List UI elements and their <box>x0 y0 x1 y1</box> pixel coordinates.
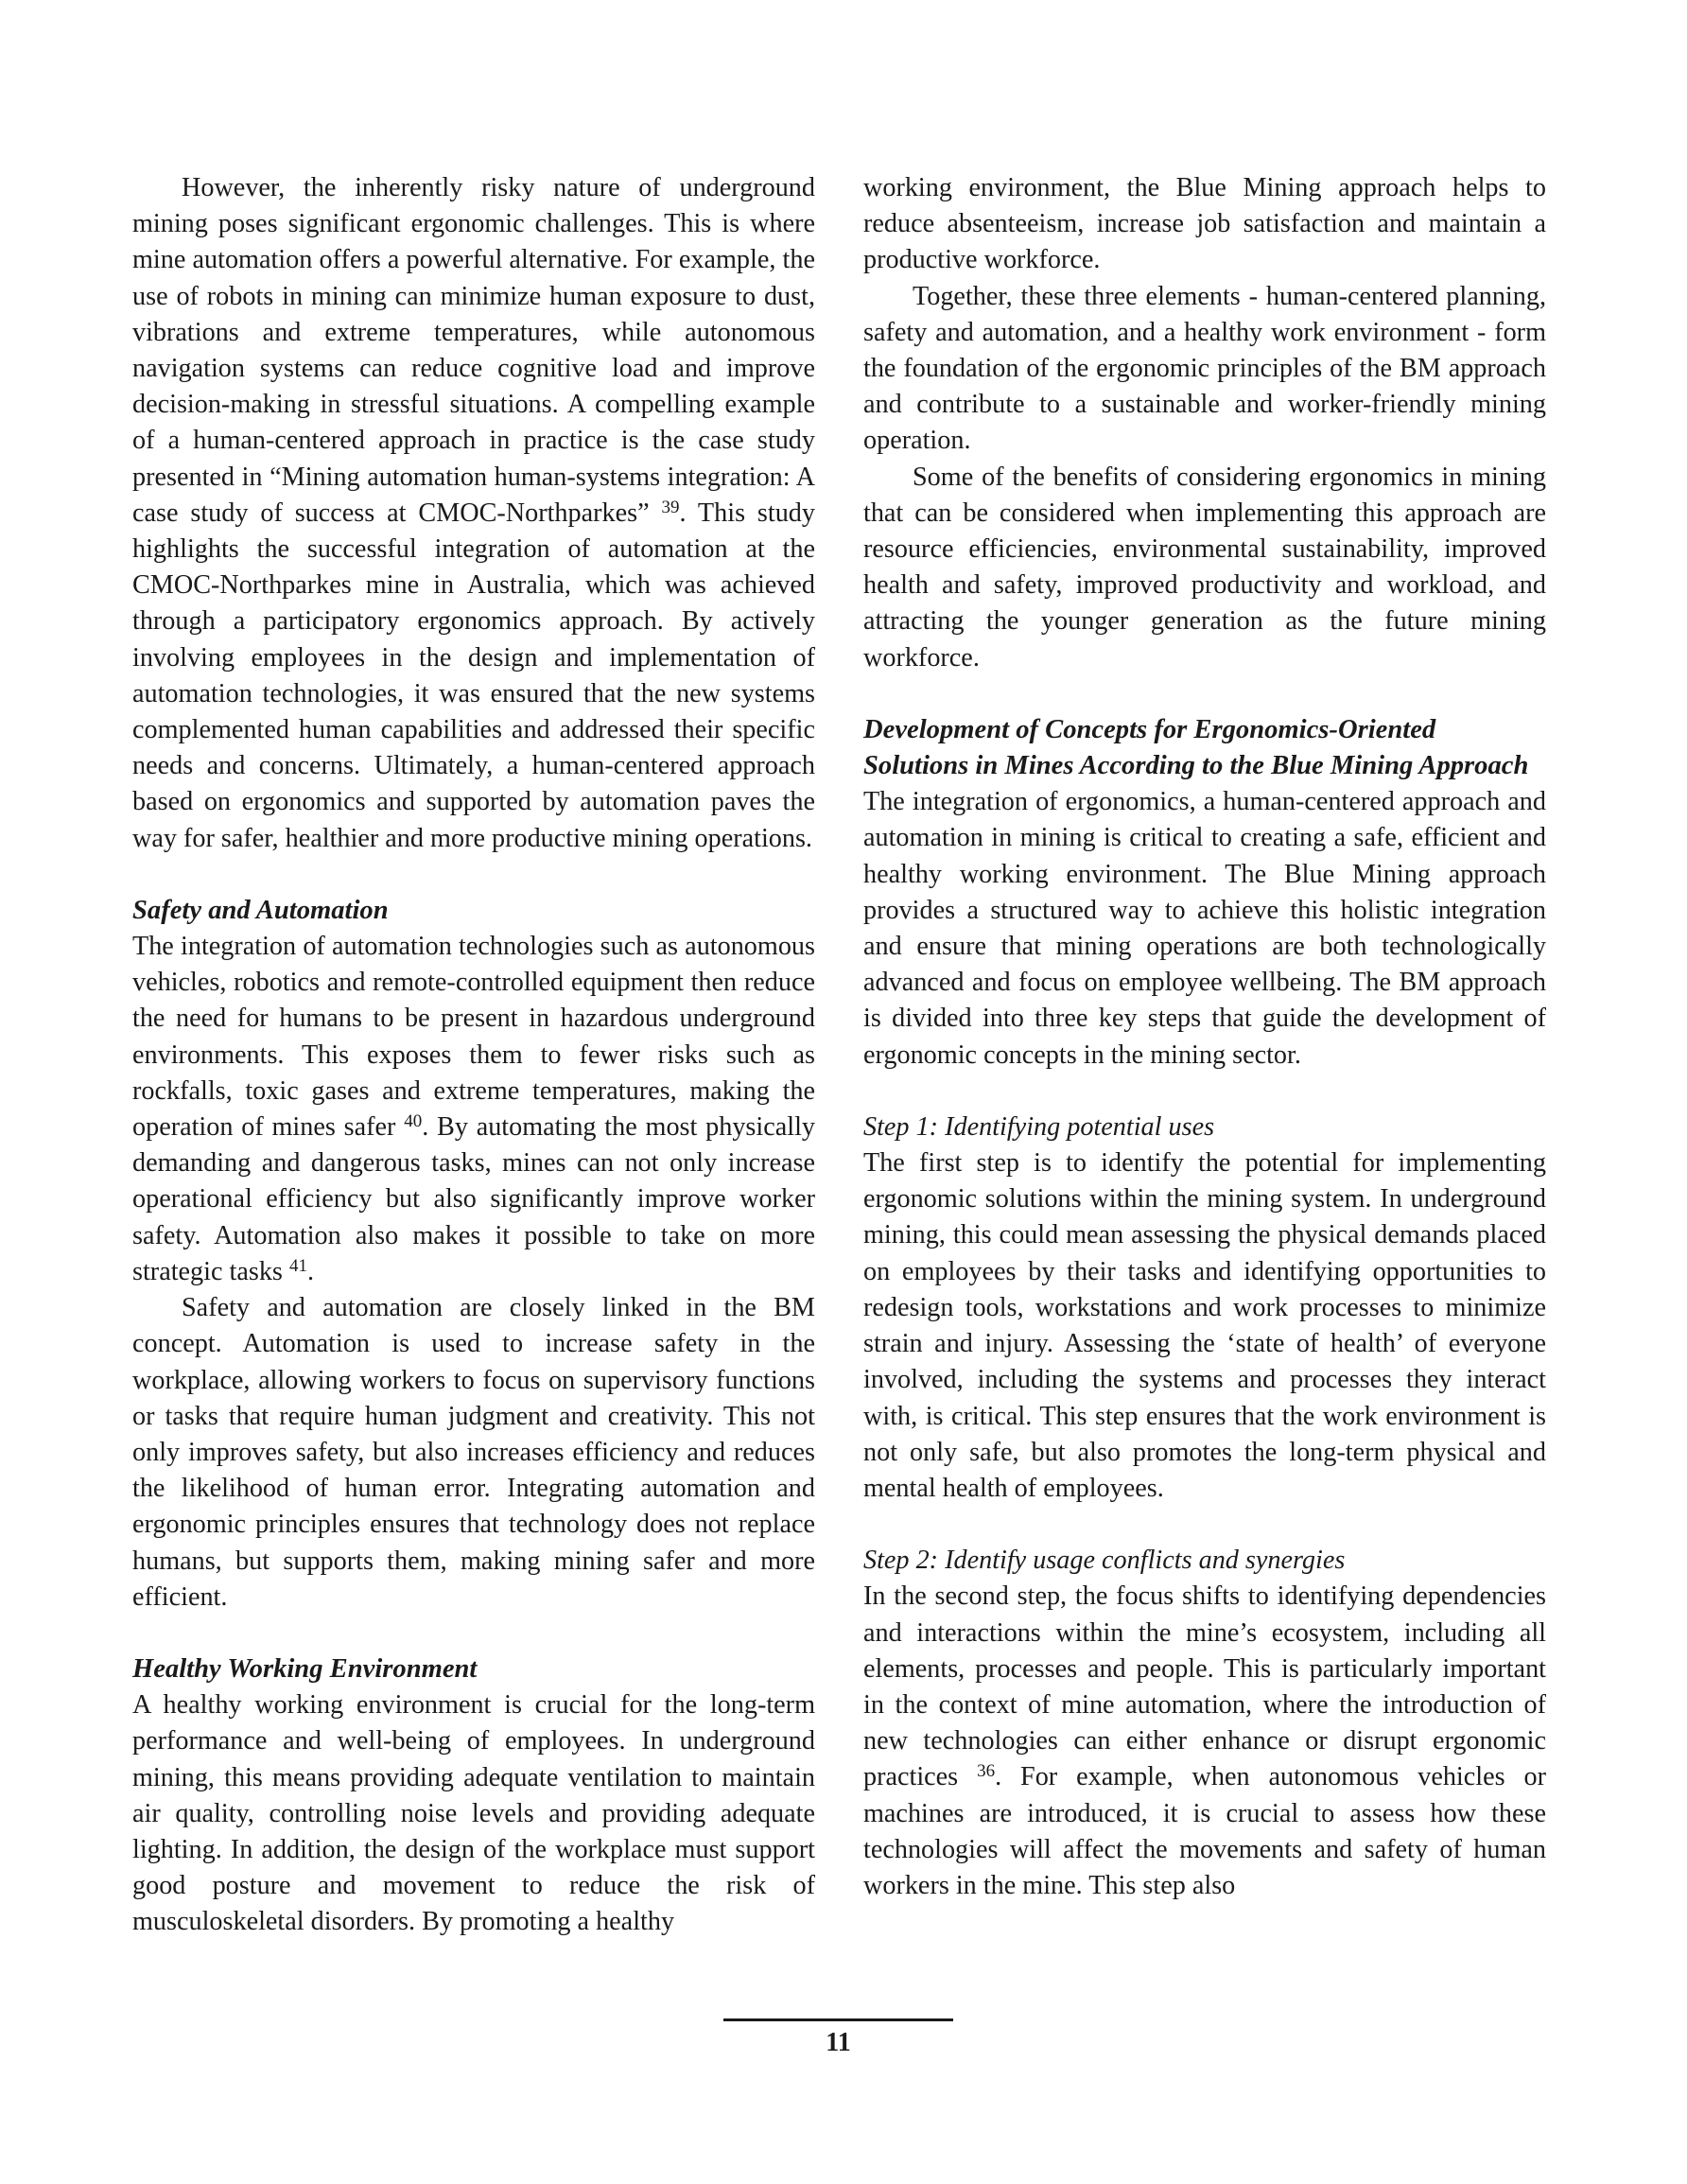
paragraph <box>132 170 815 857</box>
citation-ref: 36 <box>977 1761 996 1782</box>
right-column <box>863 170 1546 1904</box>
paragraph: working environment, the Blue Mining approach helps to reduce absenteeism, increase job satisfaction and maintain a productive workforce. <box>863 173 1546 275</box>
section-heading-safety: Safety and Automation <box>132 895 389 925</box>
citation-ref: 39 <box>661 497 680 517</box>
paragraph-text: However, the inherently risky nature of underground mining poses significant ergonomic challenges. This is where mine automation offers a powerful alternative. For example, the use of robots in mining can minimize human exposure to dust, vibrations and extreme temperatures, while autonomous navigation systems can reduce cognitive load and improve decision-making in stressful situations. A compelling example of a human-centered approach in practice is the case study presented in “Mining automation human-systems integration: A case study of success at CMOC-Northparkes” <box>132 173 815 528</box>
paragraph: Together, these three elements - human-centered planning, safety and automation, and a healthy work environment - form the foundation of the ergonomic principles of the BM approach and contribute to a sustainable and worker-friendly mining operation. <box>863 281 1546 456</box>
paragraph-text: . For example, when autonomous vehicles or machines are introduced, it is crucial to assess how these technologies will affect the movements and safety of human workers in the mine. This step also <box>863 1762 1546 1900</box>
section-heading-development: Development of Concepts for Ergonomics-Oriented Solutions in Mines According to the Blue Mining Approach <box>863 714 1529 781</box>
step-1-heading: Step 1: Identifying potential uses <box>863 1111 1215 1142</box>
footer-rule <box>723 2018 953 2021</box>
paragraph: The integration of ergonomics, a human-centered approach and automation in mining is critical to creating a safe, efficient and healthy working environment. The Blue Mining approach provides a structured way to achieve this holistic integration and ensure that mining operations are both technologically advanced and focus on employee wellbeing. The BM approach is divided into three key steps that guide the development of ergonomic concepts in the mining sector. <box>863 787 1546 1070</box>
paragraph <box>863 1579 1546 1904</box>
paragraph: A healthy working environment is crucial for the long-term performance and well-being of employees. In underground mining, this means providing adequate ventilation to maintain air quality, controlling noise levels and providing adequate lighting. In addition, the design of the workplace must support good posture and movement to reduce the risk of musculoskeletal disorders. By promoting a healthy <box>132 1690 815 1937</box>
paragraph-text: . <box>306 1256 314 1286</box>
paragraph: The first step is to identify the potential for implementing ergonomic solutions within the mining system. In underground mining, this could mean assessing the physical demands placed on employees by their tasks and identifying opportunities to redesign tools, workstations and work processes to minimize strain and injury. Assessing the ‘state of health’ of everyone involved, including the systems and processes they interact with, is critical. This step ensures that the work environment is not only safe, but also promotes the long-term physical and mental health of employees. <box>863 1148 1546 1503</box>
paragraph <box>132 929 815 1290</box>
section-heading-healthy: Healthy Working Environment <box>132 1653 478 1684</box>
page-number: 11 <box>826 2028 851 2057</box>
step-2-heading: Step 2: Identify usage conflicts and synergies <box>863 1546 1346 1576</box>
left-column <box>132 170 815 1941</box>
paragraph: Safety and automation are closely linked in the BM concept. Automation is used to increase safety in the workplace, allowing workers to focus on supervisory functions or tasks that require human judgment and creativity. This not only improves safety, but also increases efficiency and reduces the likelihood of human error. Integrating automation and ergonomic principles ensures that technology does not replace humans, but supports them, making mining safer and more efficient. <box>132 1293 815 1612</box>
paragraph: Some of the benefits of considering ergonomics in mining that can be considered when implementing this approach are resource efficiencies, environmental sustainability, improved health and safety, improved productivity and workload, and attracting the younger generation as the future mining workforce. <box>863 462 1546 673</box>
paragraph-text: In the second step, the focus shifts to identifying dependencies and interactions within the mine’s ecosystem, including all elements, processes and people. This is particularly important in the context of mine automation, where the introduction of new technologies can either enhance or disrupt ergonomic practices <box>863 1581 1546 1792</box>
paragraph-text: . This study highlights the successful integration of automation at the CMOC-Northparkes mine in Australia, which was achieved through a participatory ergonomics approach. By actively involving employees in the design and implementation of automation technologies, it was ensured that the new systems complemented human capabilities and addressed their specific needs and concerns. Ultimately, a human-centered approach based on ergonomics and supported by automation paves the way for safer, healthier and more productive mining operations. <box>132 498 815 853</box>
citation-ref: 40 <box>404 1111 423 1132</box>
paragraph-text: . By automating the most physically demanding and dangerous tasks, mines can not only increase operational efficiency but also significantly improve worker safety. Automation also makes it possible to take on more strategic tasks <box>132 1112 816 1286</box>
paragraph-text: The integration of automation technologies such as autonomous vehicles, robotics and remote-controlled equipment then reduce the need for humans to be present in hazardous underground environments. This exposes them to fewer risks such as rockfalls, toxic gases and extreme temperatures, making the operation of mines safer <box>132 932 815 1143</box>
citation-ref: 41 <box>288 1255 307 1276</box>
